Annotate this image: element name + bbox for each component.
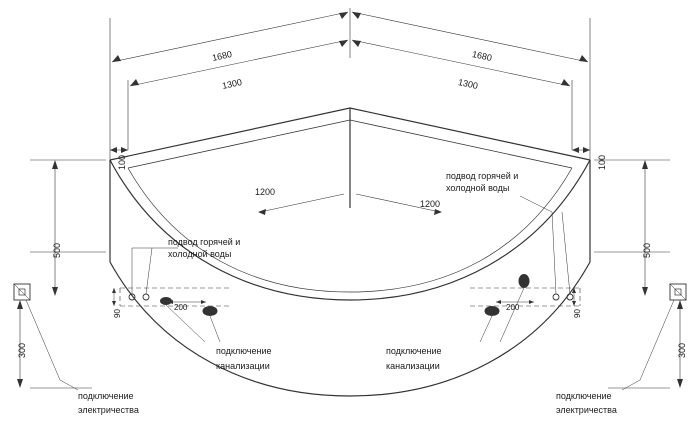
dimension-right-height: 500 — [642, 242, 652, 258]
dimension-left-socket-height: 300 — [17, 342, 27, 358]
callout-water-right-line2: холодной воды — [446, 183, 510, 193]
callout-water-left-line2: холодной воды — [168, 249, 232, 259]
callout-power-left-line1: подключение — [78, 391, 134, 401]
callout-water-right-line1: подвод горячей и — [446, 171, 519, 181]
dimension-right-offset: 100 — [597, 154, 607, 170]
dimension-left-spacing: 200 — [174, 303, 188, 312]
callout-power-right-line1: подключение — [556, 391, 612, 401]
dimension-left-side: 1200 — [255, 187, 276, 197]
callout-sewer-right-line2: канализации — [386, 361, 440, 371]
dimension-top-right-inner: 1300 — [457, 77, 479, 91]
dimension-right-spacing: 200 — [506, 303, 520, 312]
dimension-left-drop: 90 — [113, 309, 122, 318]
callout-sewer-left-line2: канализации — [216, 361, 270, 371]
callout-power-left-line2: электричества — [78, 405, 139, 415]
dimension-left-offset: 100 — [117, 154, 127, 170]
dimension-top-left-inner: 1300 — [221, 77, 243, 91]
dimension-right-socket-height: 300 — [677, 342, 687, 358]
dimension-left-height: 500 — [52, 242, 62, 258]
callout-sewer-left-line1: подключение — [216, 346, 272, 356]
dimension-right-drop: 90 — [573, 309, 582, 318]
dimension-top-right-outer: 1680 — [471, 49, 493, 63]
callout-sewer-right-line1: подключение — [386, 346, 442, 356]
callout-water-left-line1: подвод горячей и — [168, 237, 241, 247]
dimension-top-left-outer: 1680 — [211, 49, 233, 63]
dimension-right-side: 1200 — [420, 199, 441, 209]
callout-power-right-line2: электричества — [556, 405, 617, 415]
